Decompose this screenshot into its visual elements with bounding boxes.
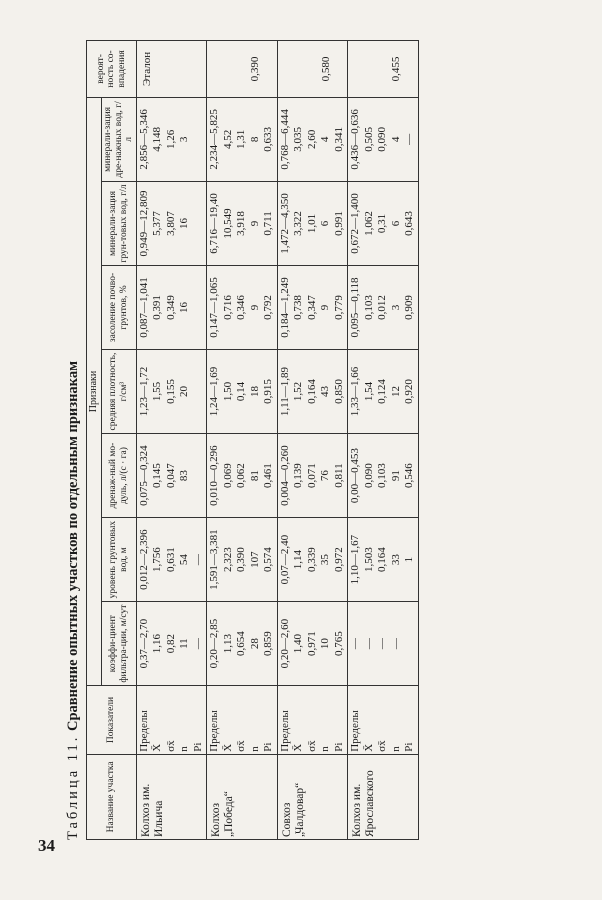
- stat-value: 4,148: [151, 127, 164, 152]
- stat-value: 2,60: [305, 129, 318, 150]
- stat-value: —: [191, 554, 204, 566]
- stat-value: 4,52: [221, 129, 234, 150]
- stat-value: 1,40: [292, 634, 305, 654]
- feature-values: [207, 350, 278, 434]
- header-feature: уровень грунтовых вод, м: [102, 518, 137, 602]
- feature-values: [277, 265, 348, 349]
- feature-values: [136, 181, 207, 265]
- stat-value: 6: [319, 220, 332, 227]
- stat-value: 3,918: [235, 211, 248, 236]
- feature-values: [348, 602, 419, 686]
- stat-value: 3,322: [292, 211, 305, 236]
- stat-value: 0,14: [235, 381, 248, 402]
- stat-value: 0,859: [262, 631, 275, 656]
- stat-value: 0,711: [262, 211, 275, 236]
- stat-value: 0,915: [262, 379, 275, 404]
- stat-value: 1,26: [164, 129, 177, 150]
- range-value: 0,672—1,400: [349, 193, 362, 254]
- indicator-label: X̄: [221, 743, 234, 752]
- stat-value: 2,323: [221, 547, 234, 572]
- stat-value: 0,792: [262, 295, 275, 320]
- stat-value: 0,31: [376, 213, 389, 234]
- stat-value: 0,546: [403, 463, 416, 488]
- stat-value: 33: [389, 554, 402, 566]
- feature-values: [277, 518, 348, 602]
- stat-value: 1: [403, 556, 416, 563]
- range-value: 1,591—3,381: [208, 529, 221, 590]
- indicator-label: σx̄: [235, 740, 248, 752]
- stat-value: 1,01: [305, 213, 318, 234]
- stat-value: 35: [319, 554, 332, 566]
- range-value: 0,075—0,324: [137, 445, 150, 506]
- stat-value: 0,811: [332, 463, 345, 488]
- probability-value: 0,390: [207, 41, 278, 98]
- feature-values: [348, 181, 419, 265]
- stat-value: 43: [319, 386, 332, 398]
- rotated-table-block: [60, 40, 590, 840]
- probability-value: Эталон: [136, 41, 207, 98]
- indicator-label: X̄: [362, 743, 375, 752]
- range-value: 6,716—19,40: [208, 193, 221, 254]
- stat-value: 1,55: [151, 381, 164, 402]
- stat-value: 0,972: [332, 547, 345, 572]
- stat-value: 1,52: [292, 381, 305, 402]
- header-feature: коэффи-циент фильтра-ции, м/сут: [102, 602, 137, 686]
- stat-value: 1,062: [362, 211, 375, 236]
- stat-value: 0,349: [164, 295, 177, 320]
- page-number: 34: [38, 836, 55, 855]
- stat-value: 0,391: [151, 295, 164, 320]
- stat-value: 12: [389, 386, 402, 398]
- stat-value: 1,14: [292, 549, 305, 570]
- site-name: Колхоз им. Ильича: [136, 754, 207, 839]
- stat-value: 18: [248, 386, 261, 398]
- range-value: 0,37—2,70: [137, 618, 150, 669]
- stat-value: 0,765: [332, 631, 345, 656]
- stat-value: 0,012: [376, 295, 389, 320]
- stat-value: —: [403, 133, 416, 145]
- range-value: 0,20—2,85: [208, 618, 221, 669]
- stat-value: —: [376, 638, 389, 650]
- stat-value: 1,50: [221, 381, 234, 402]
- feature-values: [136, 265, 207, 349]
- feature-values: [277, 181, 348, 265]
- stat-value: 16: [178, 217, 191, 229]
- stat-value: 0,339: [305, 547, 318, 572]
- stat-value: 0,103: [376, 463, 389, 488]
- range-value: 2,234—5,825: [208, 109, 221, 170]
- range-value: 1,24—1,69: [208, 366, 221, 417]
- range-value: 0,00—0,453: [349, 448, 362, 504]
- stat-value: 0,139: [292, 463, 305, 488]
- stat-value: 3,035: [292, 127, 305, 152]
- indicator-label: n: [248, 746, 261, 752]
- header-feature: минерали-зация дре-нажных вод, г/л: [102, 97, 137, 181]
- site-name: Совхоз „Чалдовар“: [277, 754, 348, 839]
- stat-value: 91: [389, 470, 402, 482]
- stat-value: 6: [389, 220, 402, 227]
- range-value: 0,004—0,260: [278, 445, 291, 506]
- range-value: 0,147—1,065: [208, 277, 221, 338]
- feature-values: [348, 350, 419, 434]
- indicator-label: n: [178, 746, 191, 752]
- stat-value: 0,643: [403, 211, 416, 236]
- probability-value: 0,455: [348, 41, 419, 98]
- feature-values: [277, 97, 348, 181]
- stat-value: 11: [178, 638, 191, 649]
- feature-values: [207, 265, 278, 349]
- indicator-label: n: [319, 746, 332, 752]
- stat-value: 0,145: [151, 463, 164, 488]
- header-feature: минерали-зация грун-товых вод, г/л: [102, 181, 137, 265]
- feature-values: [348, 265, 419, 349]
- feature-values: [207, 97, 278, 181]
- table-caption: [60, 40, 86, 840]
- probability-value: 0,580: [277, 41, 348, 98]
- stat-value: 9: [248, 304, 261, 311]
- table-row: [277, 41, 348, 840]
- stat-value: 0,155: [164, 379, 177, 404]
- range-value: —: [349, 638, 362, 650]
- feature-values: [348, 518, 419, 602]
- table-row: [348, 41, 419, 840]
- feature-values: [207, 518, 278, 602]
- stat-value: 20: [178, 386, 191, 398]
- stat-value: 0,505: [362, 127, 375, 152]
- stat-value: 4: [389, 136, 402, 143]
- indicator-label: Pi: [262, 742, 275, 752]
- stat-value: 0,103: [362, 295, 375, 320]
- stat-value: 0,164: [305, 379, 318, 404]
- stat-value: 0,090: [376, 127, 389, 152]
- stat-value: —: [389, 638, 402, 650]
- range-value: 1,23—1,72: [137, 366, 150, 417]
- stat-value: 3,807: [164, 211, 177, 236]
- stat-value: 1,31: [235, 129, 248, 150]
- stat-value: 9: [248, 220, 261, 227]
- header-features-group: Признаки: [87, 97, 102, 685]
- stat-value: 0,738: [292, 295, 305, 320]
- stat-value: 1,54: [362, 381, 375, 402]
- stat-value: 83: [178, 470, 191, 482]
- indicator-labels: [207, 686, 278, 755]
- stat-value: 0,716: [221, 295, 234, 320]
- stat-value: 0,574: [262, 547, 275, 572]
- stat-value: 4: [319, 136, 332, 143]
- indicator-label: Pi: [332, 742, 345, 752]
- range-value: 0,768—6,444: [278, 109, 291, 170]
- stat-value: 0,991: [332, 211, 345, 236]
- stat-value: 0,654: [235, 631, 248, 656]
- stat-value: —: [362, 638, 375, 650]
- stat-value: 16: [178, 302, 191, 313]
- stat-value: 0,909: [403, 295, 416, 320]
- stat-value: 0,164: [376, 547, 389, 572]
- stat-value: 0,090: [362, 463, 375, 488]
- stat-value: 0,631: [164, 547, 177, 572]
- header-feature: засоление почво-грунтов, %: [102, 265, 137, 349]
- stat-value: 5,377: [151, 211, 164, 236]
- header-site-name: Название участка: [87, 754, 137, 839]
- stat-value: 1,16: [151, 634, 164, 654]
- stat-value: 9: [319, 304, 332, 311]
- feature-values: [136, 97, 207, 181]
- feature-values: [136, 602, 207, 686]
- feature-values: [348, 434, 419, 518]
- range-value: 0,095—0,118: [349, 277, 362, 338]
- stat-value: 1,756: [151, 547, 164, 572]
- stat-value: 54: [178, 554, 191, 566]
- feature-values: [277, 350, 348, 434]
- indicator-label: Pi: [403, 742, 416, 752]
- stat-value: 0,390: [235, 547, 248, 572]
- stat-value: 0,071: [305, 463, 318, 488]
- indicator-labels: [136, 686, 207, 755]
- stat-value: 3: [389, 304, 402, 311]
- indicator-label: X̄: [151, 743, 164, 752]
- stat-value: 1,503: [362, 547, 375, 572]
- feature-values: [207, 434, 278, 518]
- feature-values: [277, 602, 348, 686]
- stat-value: 0,124: [376, 379, 389, 404]
- range-value: 1,472—4,350: [278, 193, 291, 254]
- range-value: 1,33—1,66: [349, 366, 362, 417]
- feature-values: [136, 518, 207, 602]
- feature-values: [136, 350, 207, 434]
- table-caption-label: Таблица 11.: [65, 734, 81, 840]
- feature-values: [277, 434, 348, 518]
- range-value: 0,012—2,396: [137, 529, 150, 590]
- stat-value: 10,549: [221, 208, 234, 239]
- header-indicators: Показатели: [87, 686, 137, 755]
- indicator-label: σx̄: [305, 740, 318, 752]
- indicator-label: X̄: [292, 743, 305, 752]
- stat-value: 0,062: [235, 463, 248, 488]
- comparison-table: [86, 40, 419, 840]
- stat-value: 8: [248, 136, 261, 143]
- feature-values: [207, 602, 278, 686]
- stat-value: 0,850: [332, 379, 345, 404]
- range-value: 0,20—2,60: [278, 618, 291, 669]
- range-value: 0,184—1,249: [278, 277, 291, 338]
- indicator-label: σx̄: [376, 740, 389, 752]
- range-value: 1,10—1,67: [349, 534, 362, 585]
- feature-values: [348, 97, 419, 181]
- table-caption-title: Сравнение опытных участков по отдельным признакам: [65, 361, 81, 732]
- stat-value: —: [191, 638, 204, 650]
- stat-value: 1,13: [221, 634, 234, 654]
- feature-values: [136, 434, 207, 518]
- table-row: [136, 41, 207, 840]
- stat-value: 0,633: [262, 127, 275, 152]
- range-value: 0,949—12,809: [137, 190, 150, 257]
- stat-value: 10: [319, 638, 332, 650]
- header-feature: средняя плотность, г/см³: [102, 350, 137, 434]
- stat-value: 0,461: [262, 463, 275, 488]
- stat-value: 0,971: [305, 631, 318, 656]
- stat-value: 0,779: [332, 295, 345, 320]
- table-row: [207, 41, 278, 840]
- range-value: 0,07—2,40: [278, 534, 291, 585]
- stat-value: 81: [248, 470, 261, 482]
- site-name: Колхоз им. Ярославского: [348, 754, 419, 839]
- stat-value: 0,82: [164, 634, 177, 654]
- stat-value: 0,341: [332, 127, 345, 152]
- header-probability: вероят-ность со-впадения: [87, 41, 137, 98]
- stat-value: 0,069: [221, 463, 234, 488]
- indicator-label: σx̄: [164, 740, 177, 752]
- indicator-label: n: [389, 746, 402, 752]
- stat-value: 28: [248, 638, 261, 650]
- indicator-labels: [277, 686, 348, 755]
- stat-value: 0,920: [403, 379, 416, 404]
- site-name: Колхоз „Победа“: [207, 754, 278, 839]
- stat-value: 0,346: [235, 295, 248, 320]
- range-value: 0,010—0,296: [208, 445, 221, 506]
- range-value: 2,856—5,346: [137, 109, 150, 170]
- indicator-label: Пределы: [278, 710, 291, 752]
- indicator-label: Пределы: [349, 710, 362, 752]
- indicator-label: Пределы: [137, 710, 150, 752]
- stat-value: 76: [319, 470, 332, 482]
- range-value: 1,11—1,89: [278, 366, 291, 417]
- range-value: 0,087—1,041: [137, 277, 150, 338]
- stat-value: 3: [178, 136, 191, 143]
- range-value: 0,436—0,636: [349, 109, 362, 170]
- header-feature: дренаж-ный мо-дуль, л/(с · га): [102, 434, 137, 518]
- stat-value: 0,347: [305, 295, 318, 320]
- stat-value: 0,047: [164, 463, 177, 488]
- indicator-label: Пределы: [208, 710, 221, 752]
- feature-values: [207, 181, 278, 265]
- stat-value: 107: [248, 551, 261, 568]
- indicator-label: Pi: [191, 742, 204, 752]
- indicator-labels: [348, 686, 419, 755]
